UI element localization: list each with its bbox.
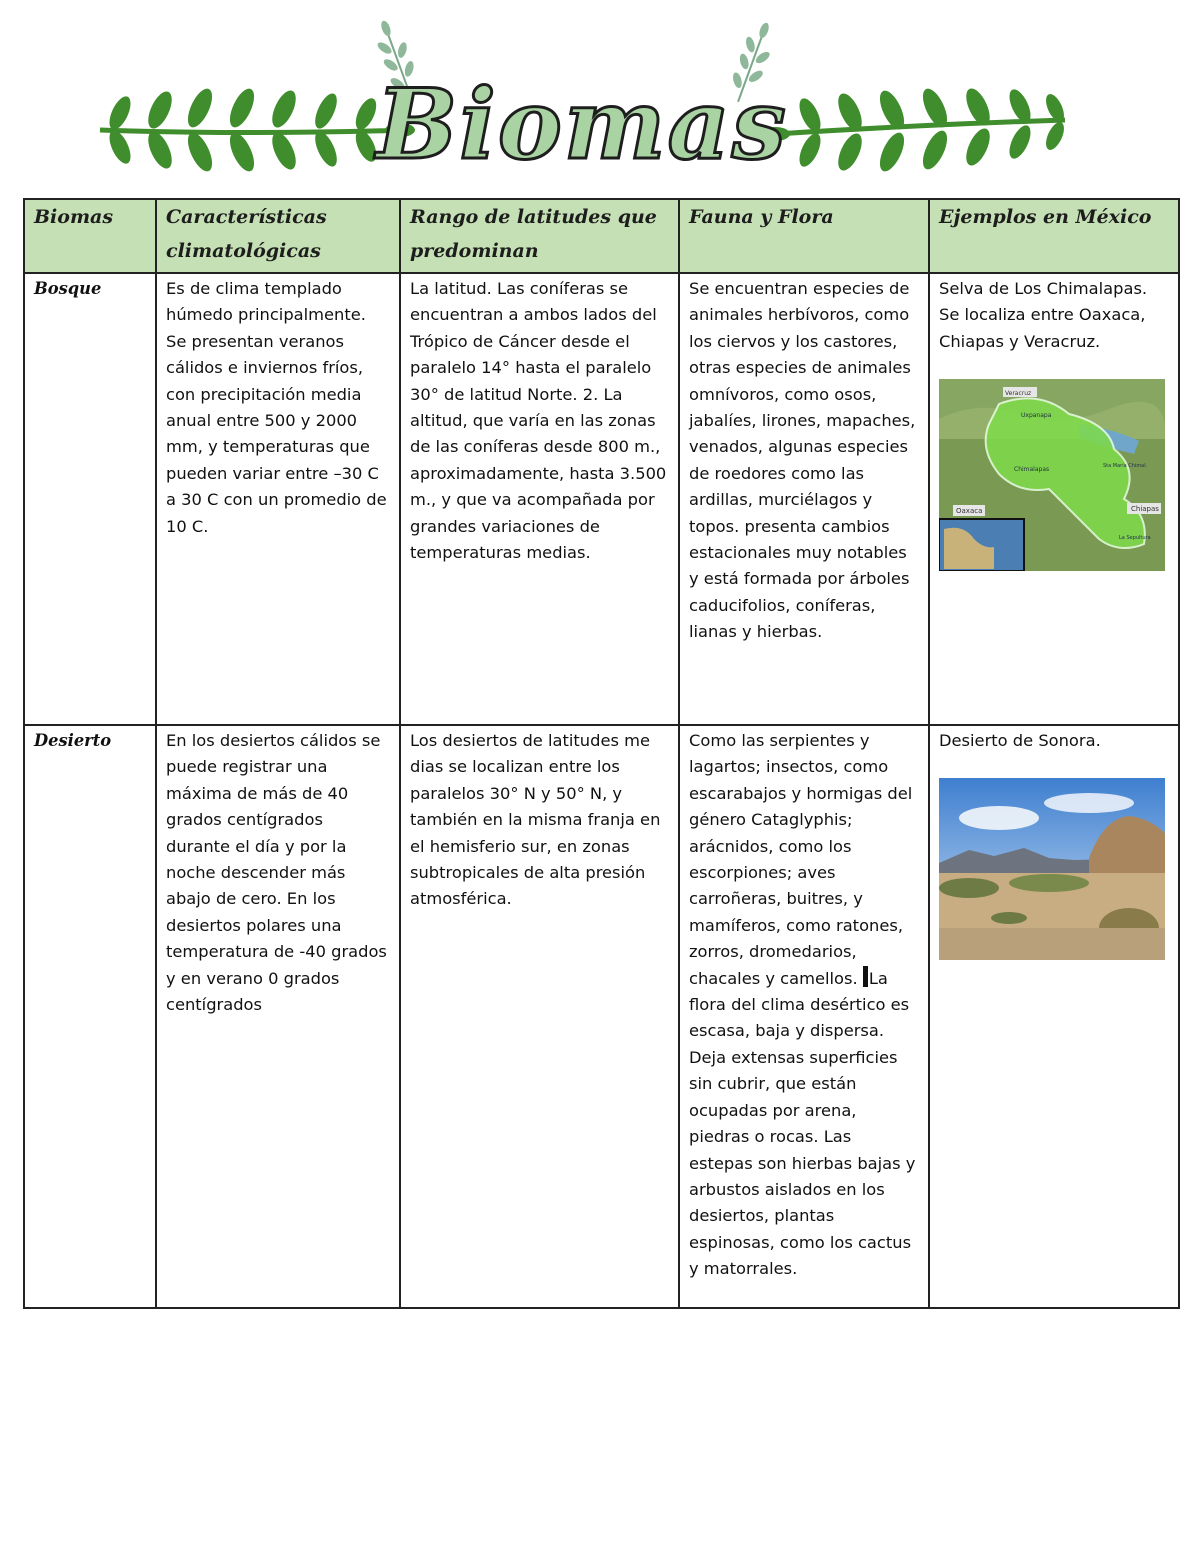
map-label: Chiapas xyxy=(1131,505,1159,514)
cell-ejemplo xyxy=(929,273,1179,725)
table-row xyxy=(24,273,1179,725)
header-fauna-flora: Fauna y Flora xyxy=(679,199,929,273)
cell-fauna-flora: Se encuentran especies de animales herbívoros, como los ciervos y los castores, otras especies de animales omnívoros, como osos, jabalíes, lirones, mapaches, venados, algunas especies de roedores como las ardillas, murciélagos y topos. presenta cambios estacionales muy notables y está formada por árboles caducifolios, coníferas, lianas y hierbas. xyxy=(679,273,929,725)
header-latitudes: Rango de latitudes que predominan xyxy=(400,199,679,273)
header-ejemplos: Ejemplos en México xyxy=(929,199,1179,273)
ejemplo-text: Desierto de Sonora. xyxy=(939,731,1101,750)
leaf-garland-icon xyxy=(0,0,1200,195)
table-header-row xyxy=(24,199,1179,273)
map-label: Chimalapas xyxy=(1014,466,1050,474)
biome-name: Desierto xyxy=(24,725,156,1308)
map-label: Sta María Chimal. xyxy=(1103,463,1148,470)
cell-ejemplo xyxy=(929,725,1179,1308)
fauna-text: Como las serpientes y lagartos; insectos, como escarabajos y hormigas del género Cataglyphis; arácnidos, como los escorpiones; aves carroñeras, buitres, y mamíferos, como ratones, zorros, dromedarios, chacales y camellos. xyxy=(689,731,913,988)
flora-text: La flora del clima desértico es escasa, baja y dispersa. Deja extensas superficies sin cubrir, que están ocupadas por arena, piedras o rocas. Las estepas son hierbas bajas y arbustos aislados en los desiertos, plantas espinosas, como los cactus y matorrales. xyxy=(689,968,916,1279)
header-caracteristicas: Características climatológicas xyxy=(156,199,400,273)
sonora-desert-photo xyxy=(939,778,1165,960)
cell-latitudes: Los desiertos de latitudes me dias se localizan entre los paralelos 30° N y 50° N, y también en la misma franja en el hemisferio sur, en zonas subtropicales de alta presión atmosférica. xyxy=(400,725,679,1308)
text-cursor xyxy=(863,966,868,987)
header-biomas: Biomas xyxy=(24,199,156,273)
ejemplo-text: Selva de Los Chimalapas. Se localiza entre Oaxaca, Chiapas y Veracruz. xyxy=(939,279,1148,351)
page-title: Biomas xyxy=(376,68,788,181)
chimalapas-map-image xyxy=(939,379,1165,571)
map-label: Uxpanapa xyxy=(1021,412,1052,420)
cell-clima: Es de clima templado húmedo principalmente. Se presentan veranos cálidos e inviernos fríos, con precipitación media anual entre 500 y 2000 mm, y temperaturas que pueden variar entre –30 C a 30 C con un promedio de 10 C. xyxy=(156,273,400,725)
map-label: Veracruz xyxy=(1005,390,1032,398)
table-row xyxy=(24,725,1179,1308)
title-banner xyxy=(0,0,1200,195)
map-label: Oaxaca xyxy=(956,507,983,516)
cell-fauna-flora xyxy=(679,725,929,1308)
map-label: La Sepultura xyxy=(1119,535,1151,542)
cell-clima: En los desiertos cálidos se puede registrar una máxima de más de 40 grados centígrados durante el día y por la noche descender más abajo de cero. En los desiertos polares una temperatura de -40 grados y en verano 0 grados centígrados xyxy=(156,725,400,1308)
biome-name: Bosque xyxy=(24,273,156,725)
biomes-table xyxy=(23,198,1180,1309)
cell-latitudes: La latitud. Las coníferas se encuentran a ambos lados del Trópico de Cáncer desde el paralelo 14° hasta el paralelo 30° de latitud Norte. 2. La altitud, que varía en las zonas de las coníferas desde 800 m., aproximadamente, hasta 3.500 m., y que va acompañada por grandes variaciones de temperaturas medias. xyxy=(400,273,679,725)
